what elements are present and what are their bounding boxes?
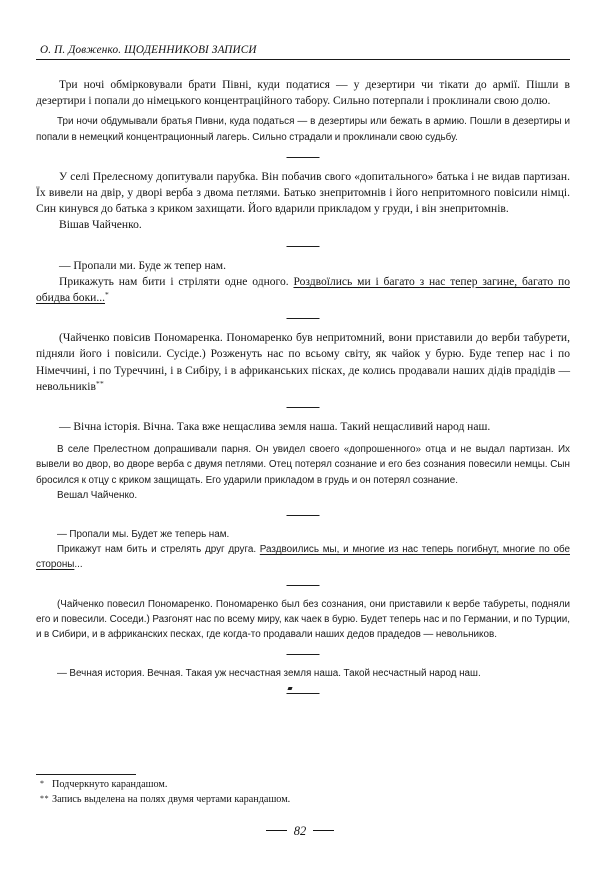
paragraph-ru-short: Вешал Чайченко. — [57, 489, 138, 501]
paragraph-ru: В селе Прелестном допрашивали парня. Он увидел своего «допрошенного» отца и не выдал партизан. Их вывели во двор, во дворе верба с двумя петлями. Отец потерял сознание и его без сознания повесили немцы. Сын бросился к отцу с криком защищать. Его ударили прикладом в грудь и он потерял сознание. — [36, 444, 570, 486]
page-body — [36, 77, 570, 702]
folio-number: 82 — [293, 824, 307, 838]
footnote-text: Подчеркнуто карандашом. — [52, 779, 168, 790]
entry-block-4 — [36, 330, 570, 395]
paragraph-ua-underlined — [36, 274, 570, 306]
section-separator — [36, 149, 570, 166]
entry-block-3 — [36, 258, 570, 307]
footnote-text: Запись выделена на полях двумя чертами карандашом. — [52, 793, 291, 805]
entry-block-2 — [36, 169, 570, 234]
section-separator — [36, 238, 570, 255]
section-separator — [36, 646, 570, 663]
pencil-underlined-text: Раздвоились мы, и многие из нас теперь погибнут, многие по обе стороны — [36, 544, 570, 571]
footnote-item — [36, 793, 556, 808]
paragraph-ru: Три ночи обдумывали братья Пивни, куда податься — в дезертиры или бежать в армию. Пошли в дезертиры и попали в немецкий концентрационный лагерь. Сильно страдали и проклинали свою судьбу. — [36, 116, 570, 143]
footnote-marker: ** — [40, 793, 50, 803]
footnote-item — [36, 778, 556, 793]
section-separator-marked — [36, 685, 570, 702]
dialogue-line-ua: — Вічна історія. Вічна. Така вже нещаслива земля наша. Такий нещасливий народ наш. — [59, 421, 491, 434]
text-plain: Прикажуть нам бити і стріляти одне одного. — [59, 275, 294, 288]
text-plain: (Чайченко повісив Пономаренка. Пономаренко був непритомний, вони приставили до верби табурети, підняли його і повісили. Сусіде.) Розженуть нас по всьому світу, як чайок у бурю. Буде тепер нас і по Німеччині, і по Туреччині, і в Сибіру, і в африканських пісках, де колись продавали наших дідів прадідів — невольників — [36, 332, 570, 393]
dialogue-line-ru: — Вечная история. Вечная. Такая уж несчастная земля наша. Такой несчастный народ наш. — [57, 668, 481, 680]
entry-block-5 — [36, 419, 570, 435]
entry-block-1 — [36, 77, 570, 145]
paragraph-ua: У селі Прелесному допитували парубка. Він побачив свого «допитального» батька і не видав партизан. Їх вивели на двір, у дворі верба з двома петлями. Батько знепритомнів і його непритомного повісили німці. Син кинувся до батька з криком захищати. Його вдарили прикладом у груди, і він знепритомнів. — [36, 170, 570, 216]
text-ellipsis: ... — [74, 559, 83, 571]
entry-block-9 — [36, 666, 570, 681]
footnote-marker: * — [40, 779, 45, 788]
running-head-rule — [36, 59, 570, 60]
entry-block-7 — [36, 527, 570, 573]
paragraph-ru: (Чайченко повесил Пономаренко. Пономаренко был без сознания, они приставили к вербе табуреты, подняли его и повесили. Соседи.) Разгонят нас по всему миру, как чаек в бурю. Будет теперь нас и по Германии, и по Турции, и в Сибири, и в африканских песках, где когда-то продавали наших дедов прадедов — невольников. — [36, 598, 570, 641]
dialogue-line-ru: — Пропали мы. Будет же теперь нам. — [57, 529, 230, 541]
paragraph-ua-short: Вішав Чайченко. — [59, 219, 142, 232]
folio-dash-left — [266, 830, 287, 831]
footnote-rule — [36, 774, 136, 775]
paragraph-ru-underlined — [36, 542, 570, 572]
paragraph-ua — [36, 330, 570, 395]
section-separator — [36, 577, 570, 594]
section-separator — [36, 507, 570, 524]
paragraph-ua: Три ночі обмірковували брати Півні, куди податися — у дезертири чи тікати до армії. Пішли в дезертири і попали до німецького концентраційного табору. Сильно потерпали і проклинали свою долю. — [36, 79, 570, 108]
pencil-underlined-text: Роздвоїлись ми і багато з нас тепер загине, багато по обидва боки... — [36, 275, 570, 305]
running-head: О. П. Довженко. ЩОДЕННИКОВІ ЗАПИСИ — [40, 44, 257, 56]
entry-block-6 — [36, 442, 570, 503]
entry-block-8 — [36, 597, 570, 643]
text-plain: Прикажут нам бить и стрелять друг друга. — [57, 544, 260, 556]
section-separator — [36, 399, 570, 416]
section-separator — [36, 310, 570, 327]
footnote-ref-2[interactable]: ** — [95, 378, 105, 388]
footnote-area — [36, 774, 556, 807]
page-number — [0, 824, 600, 839]
footnote-ref-1[interactable]: * — [105, 290, 110, 300]
dialogue-line-ua: — Пропали ми. Буде ж тепер нам. — [59, 259, 226, 272]
folio-dash-right — [313, 830, 334, 831]
